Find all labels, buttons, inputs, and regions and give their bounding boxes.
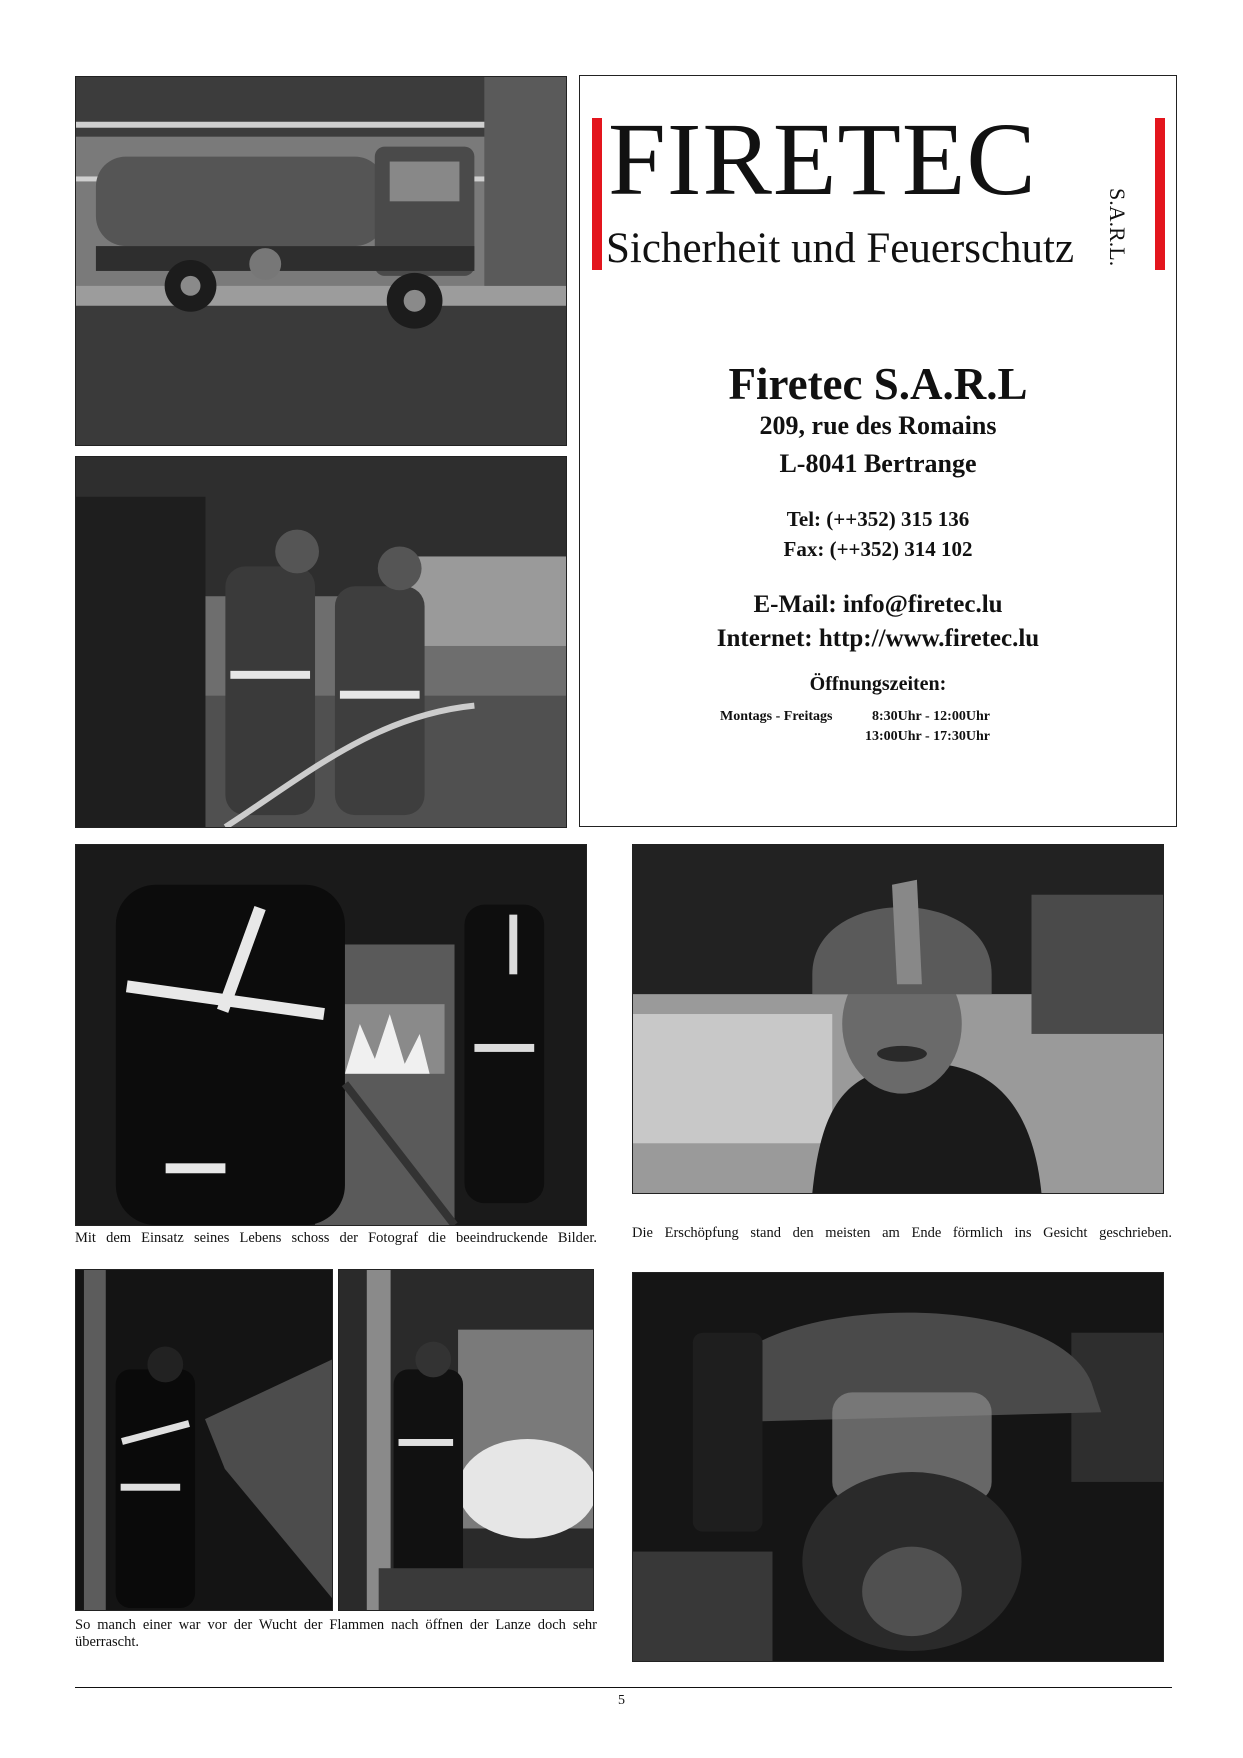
fax: Fax: (++352) 314 102 xyxy=(783,537,973,561)
logo-red-bar-left xyxy=(592,118,602,270)
caption-nozzle: So manch einer war vor der Wucht der Flammen nach öffnen der Lanze doch sehr überrascht. xyxy=(75,1617,597,1650)
footer-rule xyxy=(75,1687,1172,1688)
photo-nozzle-right xyxy=(338,1269,594,1611)
company-name: Firetec S.A.R.L xyxy=(728,359,1028,409)
photo-tanker-truck xyxy=(75,76,567,446)
phone: Tel: (++352) 315 136 xyxy=(786,507,970,531)
opening-hours-afternoon: 13:00Uhr - 17:30Uhr xyxy=(865,729,990,744)
caption-exhausted: Die Erschöpfung stand den meisten am Ende förmlich ins Gesicht geschrieben. xyxy=(632,1225,1172,1241)
photo-firefighter-crew xyxy=(75,456,567,828)
nozzle-right-image xyxy=(339,1270,593,1610)
logo-red-bar-right xyxy=(1155,118,1165,270)
photo-nozzle-left xyxy=(75,1269,333,1611)
logo-suffix: S.A.R.L. xyxy=(1105,188,1130,267)
logo-title: FIRETEC xyxy=(608,102,1037,217)
address-street: 209, rue des Romains xyxy=(759,411,997,440)
email: E-Mail: info@firetec.lu xyxy=(753,591,1003,618)
website: Internet: http://www.firetec.lu xyxy=(716,625,1040,652)
firetec-advertisement xyxy=(579,75,1177,827)
opening-hours-morning: 8:30Uhr - 12:00Uhr xyxy=(872,709,990,724)
photo-interior-flames xyxy=(75,844,587,1226)
page-number: 5 xyxy=(618,1693,625,1708)
opening-hours-days: Montags - Freitags xyxy=(720,709,833,724)
interior-flames-image xyxy=(76,845,586,1225)
opening-hours-title: Öffnungszeiten: xyxy=(809,673,947,695)
photo-exhausted-firefighter xyxy=(632,844,1164,1194)
exhausted-firefighter-image xyxy=(633,845,1163,1193)
photo-breathing-mask xyxy=(632,1272,1164,1662)
address-city: L-8041 Bertrange xyxy=(779,449,977,478)
breathing-mask-image xyxy=(633,1273,1163,1661)
tanker-truck-image xyxy=(76,77,566,445)
logo-tagline: Sicherheit und Feuerschutz xyxy=(606,225,1075,272)
caption-interior: Mit dem Einsatz seines Lebens schoss der Fotograf die beeindruckende Bilder. xyxy=(75,1230,597,1246)
firefighter-crew-image xyxy=(76,457,566,827)
nozzle-left-image xyxy=(76,1270,332,1610)
